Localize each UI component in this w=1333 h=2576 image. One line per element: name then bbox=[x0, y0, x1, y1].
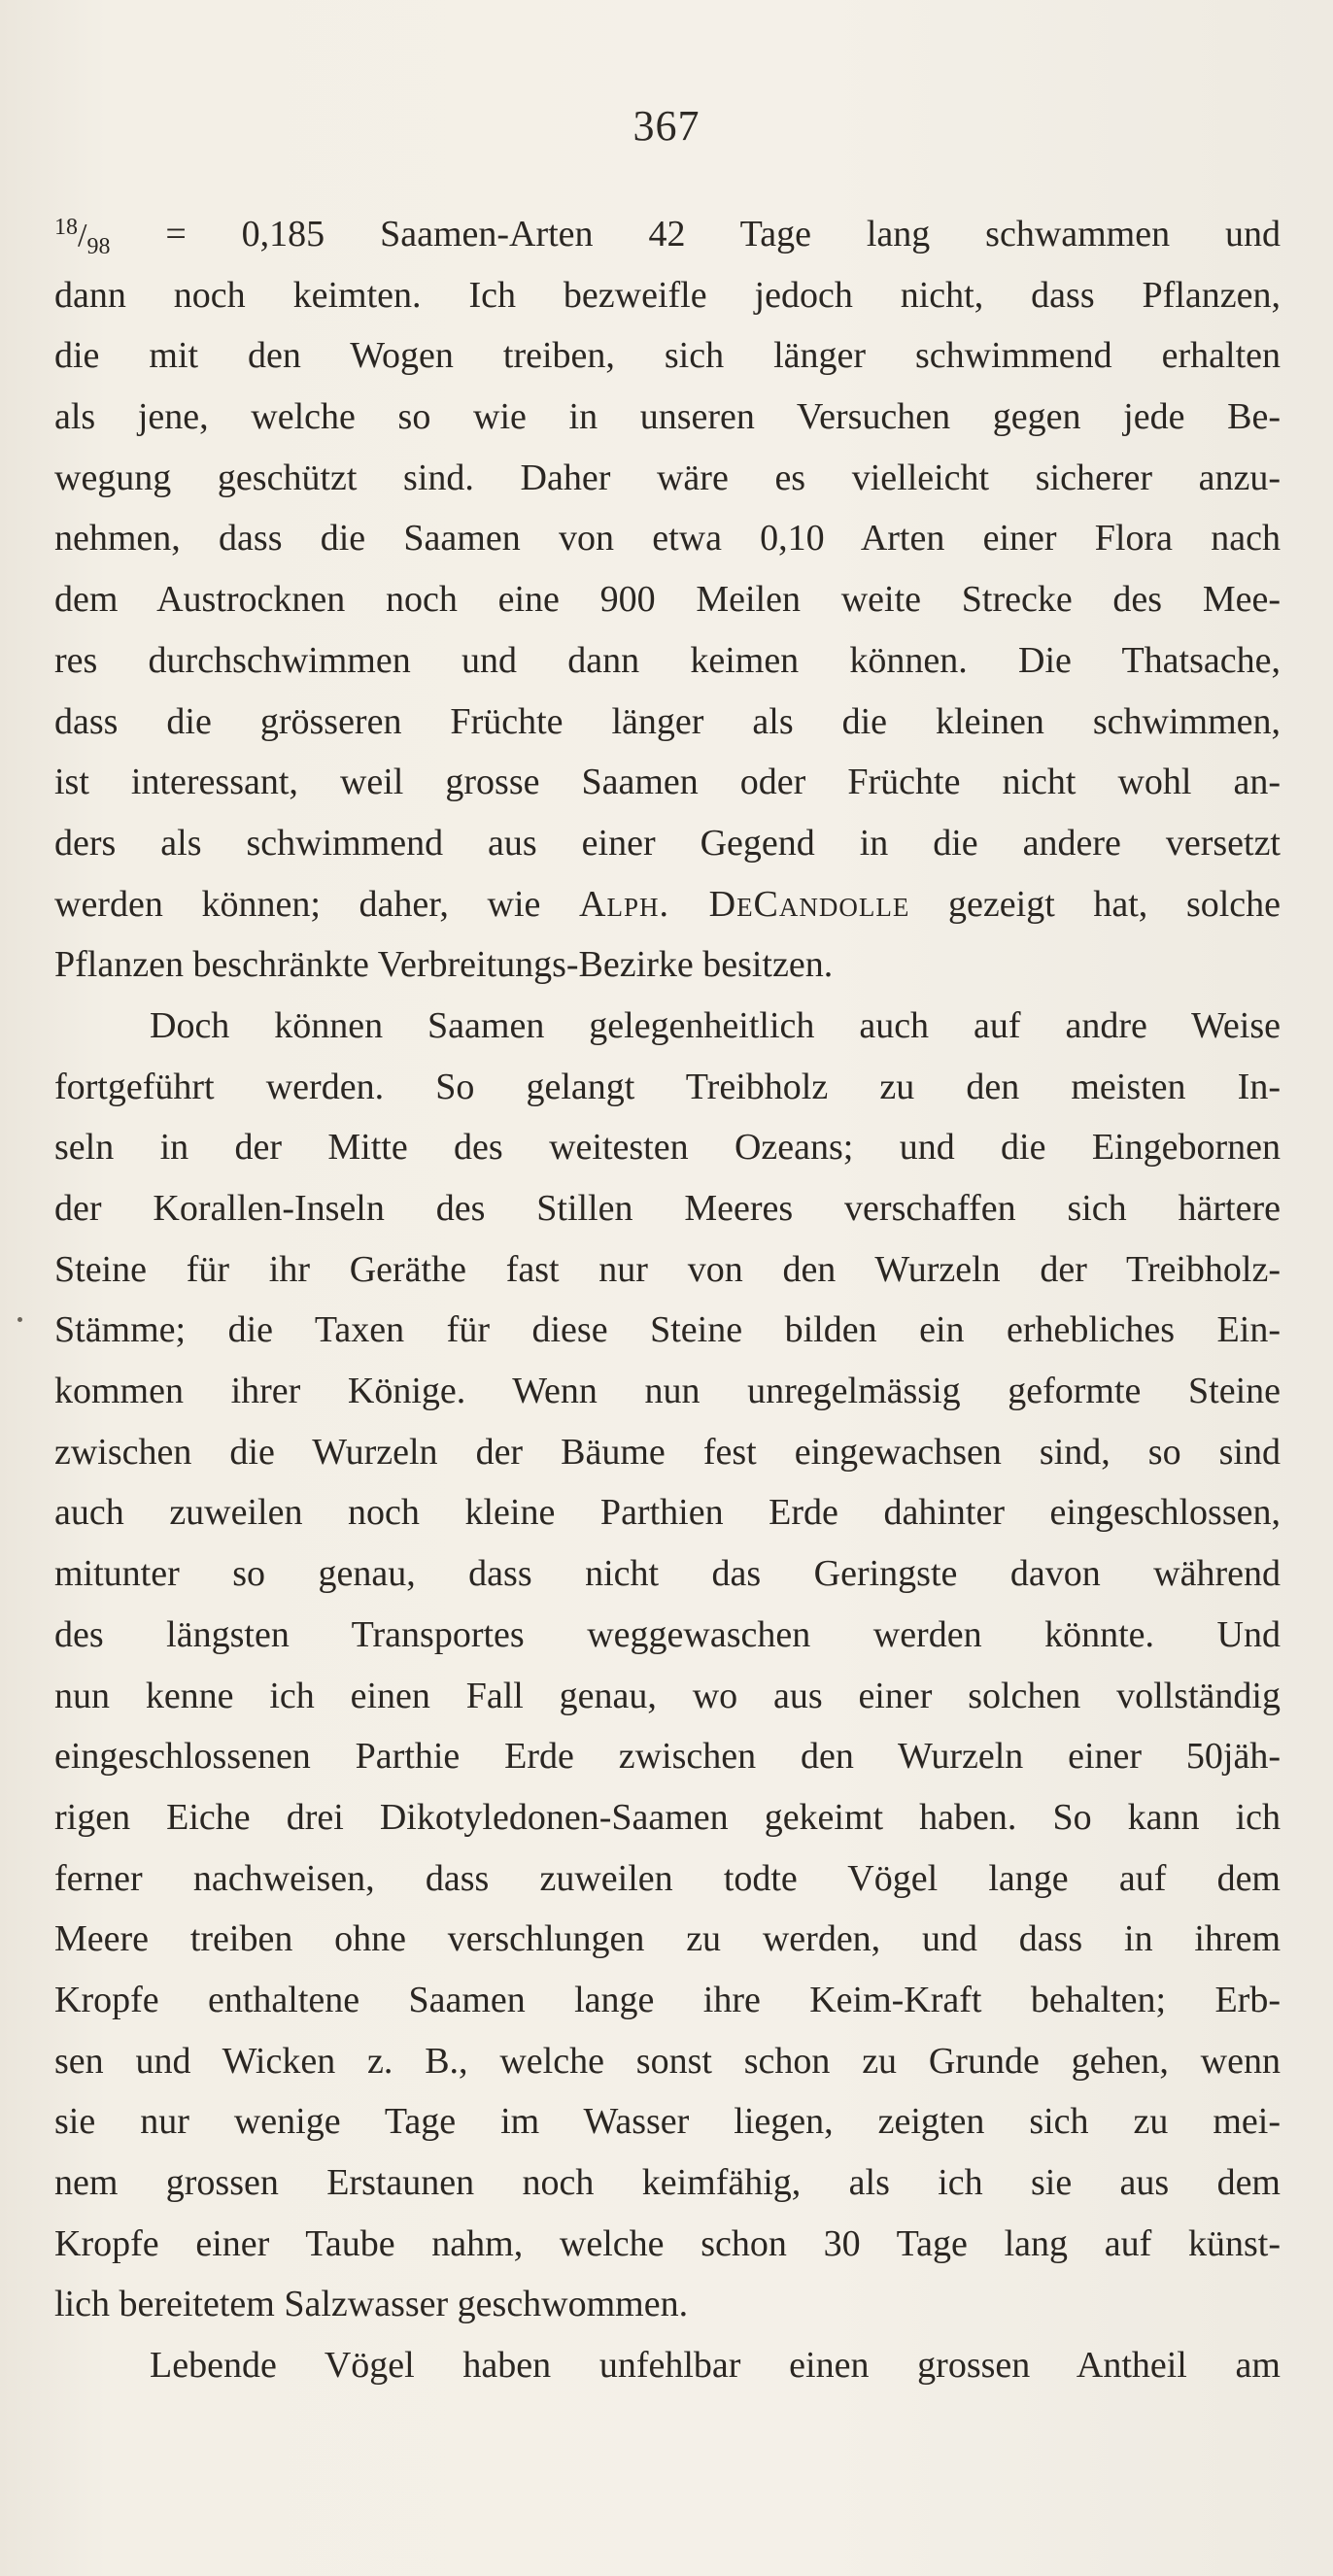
text-line-31: sen und Wicken z. B., welche sonst schon zu Grunde gehen, wenn bbox=[54, 2040, 1281, 2082]
text-line-05: wegung geschützt sind. Daher wäre es vielleicht sicherer anzu- bbox=[54, 457, 1281, 498]
text-line-26: eingeschlossenen Parthie Erde zwischen den Wurzeln einer 50jäh- bbox=[54, 1736, 1281, 1778]
text-line-19: Stämme; die Taxen für diese Steine bilden ein erhebliches Ein- bbox=[54, 1309, 1281, 1351]
margin-mark bbox=[17, 1317, 22, 1322]
text-line-24: des längsten Transportes weggewaschen werden könnte. Und bbox=[54, 1613, 1281, 1655]
text-line-04: als jene, welche so wie in unseren Versuchen gegen jede Be- bbox=[54, 396, 1281, 438]
text-line-09: dass die grösseren Früchte länger als die kleinen schwimmen, bbox=[54, 700, 1281, 742]
page-number: 367 bbox=[632, 102, 701, 150]
text-line-25: nun kenne ich einen Fall genau, wo aus einer solchen vollständig bbox=[54, 1675, 1281, 1716]
text-line-32: sie nur wenige Tage im Wasser liegen, zeigten sich zu mei- bbox=[54, 2101, 1281, 2143]
text-line-23: mitunter so genau, dass nicht das Geringste davon während bbox=[54, 1553, 1281, 1595]
text-line-14: Doch können Saamen gelegenheitlich auch auf andre Weise bbox=[150, 1004, 1281, 1046]
text-line-12-post: gezeigt hat, solche bbox=[948, 883, 1281, 925]
text-line-34: Kropfe einer Taube nahm, welche schon 30 Tage lang auf künst- bbox=[54, 2222, 1281, 2264]
author-last: DeCandolle bbox=[708, 883, 910, 925]
text-line-18: Steine für ihr Geräthe fast nur von den Wurzeln der Treibholz- bbox=[54, 1248, 1281, 1290]
text-line-33: nem grossen Erstaunen noch keimfähig, als ich sie aus dem bbox=[54, 2162, 1281, 2203]
text-line-16: seln in der Mitte des weitesten Ozeans; und die Eingebornen bbox=[54, 1127, 1281, 1169]
author-first: Alph. bbox=[579, 883, 669, 925]
text-line-20: kommen ihrer Könige. Wenn nun unregelmässig geformte Steine bbox=[54, 1371, 1281, 1412]
text-line-12 bbox=[54, 874, 1281, 935]
text-line-01-body: = 0,185 Saamen-Arten 42 Tage lang schwammen und bbox=[165, 214, 1281, 254]
fraction bbox=[54, 214, 111, 259]
fraction-numerator: 18 bbox=[54, 215, 78, 240]
text-line-13: Pflanzen beschränkte Verbreitungs-Bezirke besitzen. bbox=[54, 944, 834, 986]
text-line-11: ders als schwimmend aus einer Gegend in die andere versetzt bbox=[54, 822, 1281, 864]
text-line-36: Lebende Vögel haben unfehlbar einen grossen Antheil am bbox=[150, 2345, 1281, 2387]
text-line-21: zwischen die Wurzeln der Bäume fest eingewachsen sind, so sind bbox=[54, 1431, 1281, 1473]
text-line-29: Meere treiben ohne verschlungen zu werden, und dass in ihrem bbox=[54, 1918, 1281, 1960]
text-line-22: auch zuweilen noch kleine Parthien Erde dahinter eingeschlossen, bbox=[54, 1492, 1281, 1534]
body-text bbox=[54, 204, 1281, 2396]
text-line-10: ist interessant, weil grosse Saamen oder Früchte nicht wohl an- bbox=[54, 762, 1281, 803]
text-line-28: ferner nachweisen, dass zuweilen todte Vögel lange auf dem bbox=[54, 1857, 1281, 1899]
text-line-07: dem Austrocknen noch eine 900 Meilen weite Strecke des Mee- bbox=[54, 579, 1281, 621]
fraction-slash: / bbox=[78, 218, 87, 254]
fraction-denominator: 98 bbox=[86, 234, 111, 259]
text-line-08: res durchschwimmen und dann keimen können. Die Thatsache, bbox=[54, 639, 1281, 681]
text-line-12-pre: werden können; daher, wie bbox=[54, 883, 541, 925]
text-line-30: Kropfe enthaltene Saamen lange ihre Keim-Kraft behalten; Erb- bbox=[54, 1979, 1281, 2020]
text-line-27: rigen Eiche drei Dikotyledonen-Saamen gekeimt haben. So kann ich bbox=[54, 1796, 1281, 1838]
text-line-15: fortgeführt werden. So gelangt Treibholz zu den meisten In- bbox=[54, 1066, 1281, 1107]
text-line-06: nehmen, dass die Saamen von etwa 0,10 Arten einer Flora nach bbox=[54, 518, 1281, 559]
text-line-01 bbox=[54, 204, 1281, 265]
text-line-03: die mit den Wogen treiben, sich länger schwimmend erhalten bbox=[54, 335, 1281, 377]
text-line-02: dann noch keimten. Ich bezweifle jedoch nicht, dass Pflanzen, bbox=[54, 274, 1281, 316]
text-line-35: lich bereitetem Salzwasser geschwommen. bbox=[54, 2284, 689, 2325]
text-line-17: der Korallen-Inseln des Stillen Meeres verschaffen sich härtere bbox=[54, 1188, 1281, 1229]
author-name bbox=[579, 884, 909, 925]
